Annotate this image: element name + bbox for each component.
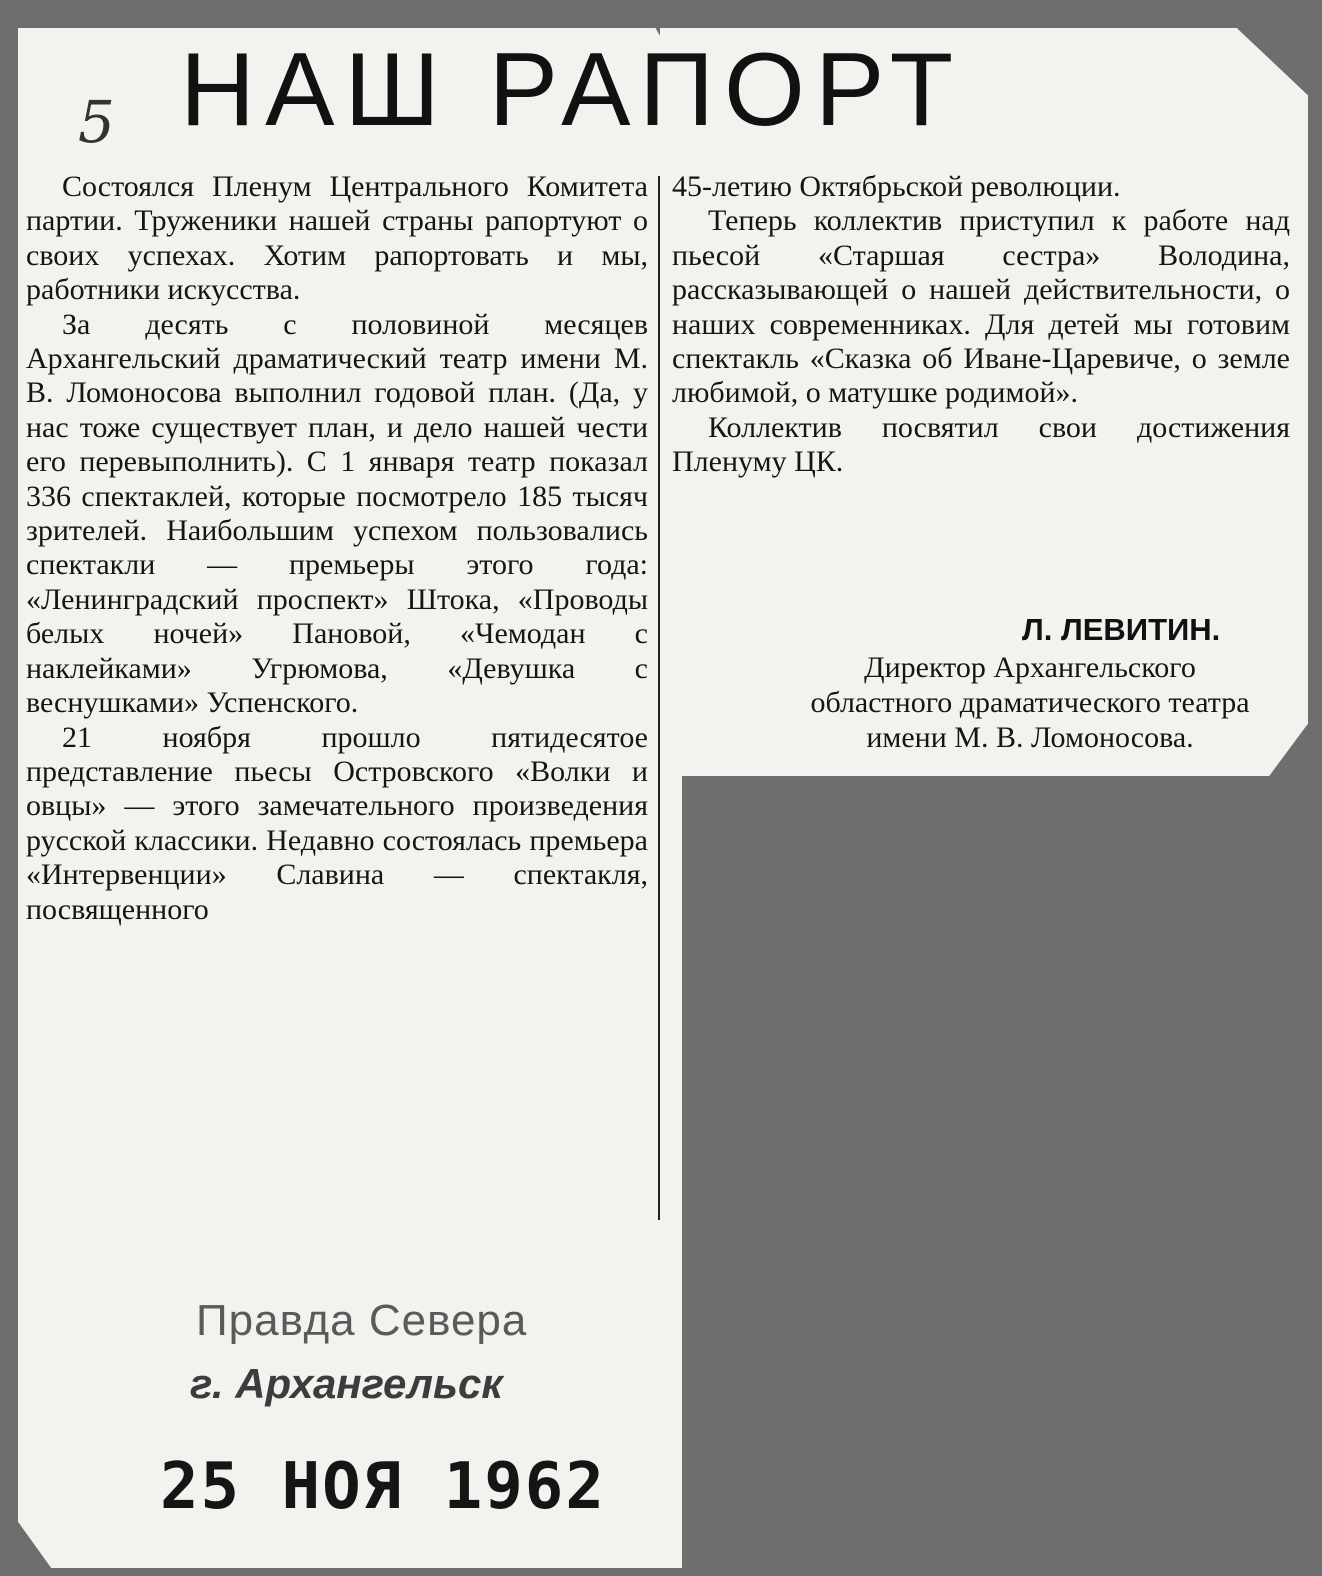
author-position: Директор Архангельского областного драматического театра имени М. В. Ломоносова. (810, 651, 1250, 754)
author-signature: Л. ЛЕВИТИН. (1022, 612, 1221, 647)
paragraph: 45-летию Октябрьской революции. (672, 170, 1121, 203)
paragraph: За десять с половиной месяцев Архангельский драматический театр имени М. В. Ломоносова выполнил годовой план. (Да, у нас тоже существует план, и дело нашей чести его перевыполнить). С 1 января театр показал 336 спектаклей, которые посмотрело 185 тысяч зрителей. Наибольшим успехом пользовались спектакли — премьеры этого года: «Ленинградский проспект» Штока, «Проводы белых ночей» Пановой, «Чемодан с наклейками» Угрюмова, «Девушка с веснушками» Успенского. (26, 307, 648, 720)
stamp-newspaper: Правда Севера (196, 1296, 528, 1345)
column-divider (658, 176, 660, 1220)
pencil-mark: 5 (78, 88, 115, 156)
right-column (672, 170, 1290, 480)
paragraph: Теперь коллектив приступил к работе над пьесой «Старшая сестра» Володина, рассказывающей о нашей действительности, о наших современниках. Для детей мы готовим спектакль «Сказка об Иване-Царевиче, о земле любимой, о матушке родимой». (672, 204, 1290, 410)
stamp-date: 25 НОЯ 1962 (160, 1450, 606, 1524)
paragraph: Состоялся Пленум Центрального Комитета партии. Труженики нашей страны рапортуют о своих успехах. Хотим рапортовать и мы, работники искусства. (26, 170, 648, 307)
stamp-city: г. Архангельск (190, 1360, 503, 1407)
paragraph: Коллектив посвятил свои достижения Пленуму ЦК. (672, 410, 1290, 479)
paragraph: 21 ноября прошло пятидесятое представление пьесы Островского «Волки и овцы» — этого замечательного произведения русской классики. Недавно состоялась премьера «Интервенции» Славина — спектакля, посвященного (26, 720, 648, 926)
headline: НАШ РАПОРТ (180, 32, 964, 148)
left-column (26, 170, 648, 927)
